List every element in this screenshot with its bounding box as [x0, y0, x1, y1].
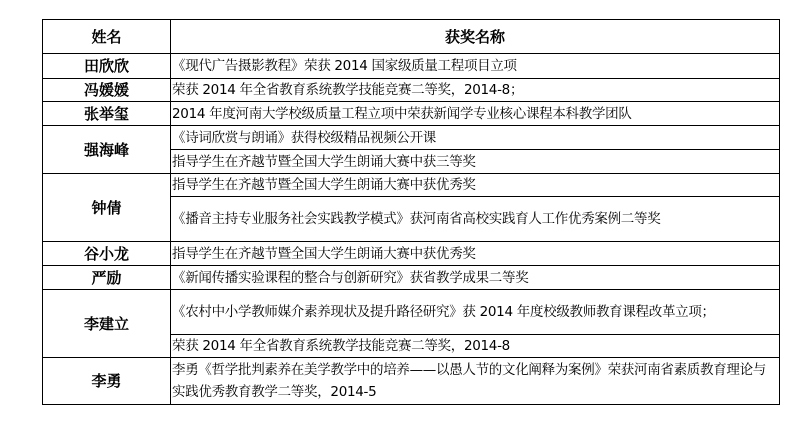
header-row	[43, 20, 780, 54]
award-cell: 2014 年度河南大学校级质量工程立项中荣获新闻学专业核心课程本科教学团队	[171, 102, 780, 126]
table-row	[43, 290, 780, 335]
award-cell: 指导学生在齐越节暨全国大学生朗诵大赛中获三等奖	[171, 150, 780, 174]
teacher-name: 强海峰	[43, 126, 171, 174]
table-row	[43, 126, 780, 150]
awards-table	[42, 19, 780, 405]
award-cell: 指导学生在齐越节暨全国大学生朗诵大赛中获优秀奖	[171, 242, 780, 266]
table-row	[43, 54, 780, 79]
teacher-name: 张举玺	[43, 102, 171, 126]
award-cell: 《诗词欣赏与朗诵》获得校级精品视频公开课	[171, 126, 780, 150]
teacher-name: 李勇	[43, 358, 171, 405]
header-name: 姓名	[43, 20, 171, 54]
teacher-name: 李建立	[43, 290, 171, 358]
teacher-name: 严励	[43, 266, 171, 290]
teacher-name: 谷小龙	[43, 242, 171, 266]
award-cell: 《新闻传播实验课程的整合与创新研究》获省教学成果二等奖	[171, 266, 780, 290]
table-row	[43, 266, 780, 290]
table-row	[43, 102, 780, 126]
table-row	[43, 358, 780, 405]
award-cell: 指导学生在齐越节暨全国大学生朗诵大赛中获优秀奖	[171, 174, 780, 197]
award-cell: 荣获 2014 年全省教育系统教学技能竞赛二等奖，2014-8	[171, 335, 780, 358]
teacher-name: 钟倩	[43, 174, 171, 242]
table-row	[43, 174, 780, 197]
table-row	[43, 242, 780, 266]
teacher-name: 冯媛媛	[43, 79, 171, 102]
award-cell: 李勇《哲学批判素养在美学教学中的培养——以愚人节的文化阐释为案例》荣获河南省素质教育理论与实践优秀教育教学二等奖，2014-5	[171, 358, 780, 405]
table-row	[43, 79, 780, 102]
award-cell: 《农村中小学教师媒介素养现状及提升路径研究》获 2014 年度校级教师教育课程改革立项；	[171, 290, 780, 335]
header-award: 获奖名称	[171, 20, 780, 54]
award-cell: 荣获 2014 年全省教育系统教学技能竞赛二等奖，2014-8；	[171, 79, 780, 102]
award-cell: 《现代广告摄影教程》荣获 2014 国家级质量工程项目立项	[171, 54, 780, 79]
award-cell: 《播音主持专业服务社会实践教学模式》获河南省高校实践育人工作优秀案例二等奖	[171, 197, 780, 242]
teacher-name: 田欣欣	[43, 54, 171, 79]
